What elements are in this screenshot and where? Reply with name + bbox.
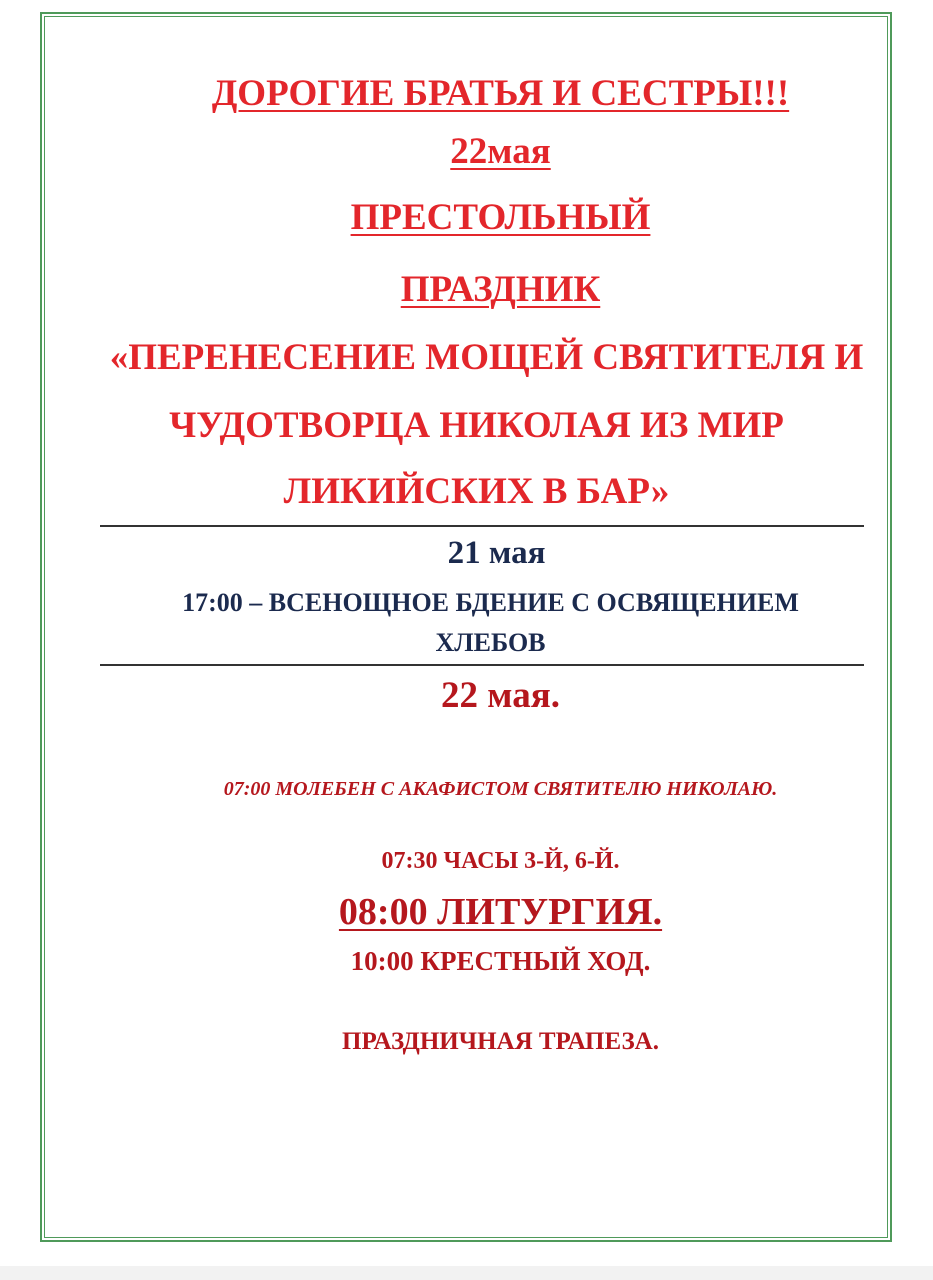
- day2-date: 22 мая.: [441, 675, 560, 716]
- vigil-service-line-2: ХЛЕБОВ: [435, 628, 546, 657]
- procession-service: 10:00 КРЕСТНЫЙ ХОД.: [350, 946, 651, 976]
- feast-title-line-1: «ПЕРЕНЕСЕНИЕ МОЩЕЙ СВЯТИТЕЛЯ И: [109, 337, 864, 378]
- greeting-heading: ДОРОГИЕ БРАТЬЯ И СЕСТРЫ!!!: [211, 73, 790, 114]
- divider-top: [100, 525, 864, 527]
- feast-date: 22мая: [450, 131, 551, 172]
- liturgy-service: 08:00 ЛИТУРГИЯ.: [338, 891, 663, 933]
- feast-title-line-3: ЛИКИЙСКИХ В БАР»: [283, 471, 670, 512]
- hours-service: 07:30 ЧАСЫ 3-Й, 6-Й.: [381, 848, 620, 874]
- feast-title-line-2: ЧУДОТВОРЦА НИКОЛАЯ ИЗ МИР: [169, 405, 784, 446]
- festive-meal: ПРАЗДНИЧНАЯ ТРАПЕЗА.: [342, 1028, 659, 1055]
- divider-bottom: [100, 664, 864, 666]
- moleben-service: 07:00 МОЛЕБЕН С АКАФИСТОМ СВЯТИТЕЛЮ НИКОЛАЮ.: [223, 778, 778, 800]
- vigil-service-line-1: 17:00 – ВСЕНОЩНОЕ БДЕНИЕ С ОСВЯЩЕНИЕМ: [182, 588, 799, 617]
- feast-word-prazdnik: ПРАЗДНИК: [400, 269, 601, 310]
- feast-word-prestolny: ПРЕСТОЛЬНЫЙ: [350, 197, 651, 238]
- day1-date: 21 мая: [447, 535, 546, 571]
